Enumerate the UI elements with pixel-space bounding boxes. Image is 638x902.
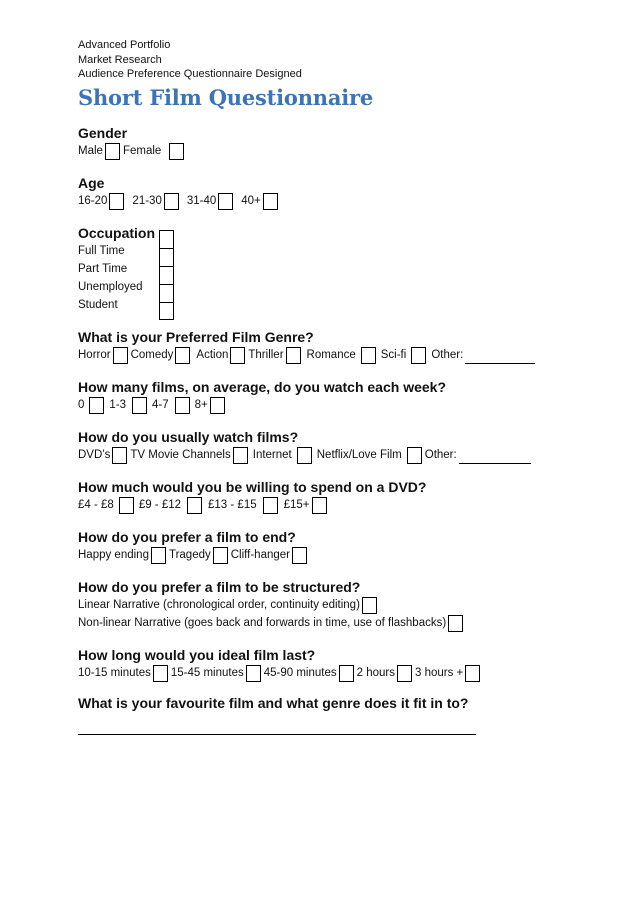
gender-section: [78, 124, 187, 160]
watch-method-option-label: Internet: [252, 449, 292, 461]
gender-option-label: Female: [122, 145, 162, 157]
ending-tragedy-checkbox[interactable]: [213, 547, 228, 564]
length-question: How long would you ideal film last?: [78, 647, 316, 663]
favourite-section: [78, 694, 468, 712]
length-10-15-checkbox[interactable]: [153, 665, 168, 682]
ending-option-label: Tragedy: [168, 549, 211, 561]
occupation-student-checkbox[interactable]: [159, 302, 174, 320]
watch-other-input-line[interactable]: [459, 451, 531, 464]
ending-option-label: Happy ending: [78, 549, 149, 561]
occupation-part-time-checkbox[interactable]: [159, 266, 174, 284]
genre-scifi-checkbox[interactable]: [411, 347, 426, 364]
length-option-label: 2 hours: [356, 667, 395, 679]
favourite-question: What is your favourite film and what genre does it fit in to?: [78, 695, 469, 711]
watch-dvd-checkbox[interactable]: [112, 447, 127, 464]
genre-other-input-line[interactable]: [465, 351, 535, 364]
length-option-label: 10-15 minutes: [78, 667, 151, 679]
genre-option-label: Comedy: [130, 349, 174, 361]
films-week-section: [78, 378, 446, 414]
genre-section: [78, 328, 535, 364]
spend-question: How much would you be willing to spend on a DVD?: [78, 479, 427, 495]
films-week-option-label: 1-3: [109, 399, 127, 411]
spend-option-label: £13 - £15: [208, 499, 257, 511]
structure-linear-checkbox[interactable]: [362, 597, 377, 614]
films-week-8-plus-checkbox[interactable]: [210, 397, 225, 414]
ending-question: How do you prefer a film to end?: [78, 529, 296, 545]
genre-question: What is your Preferred Film Genre?: [78, 329, 314, 345]
length-option-label: 15-45 minutes: [170, 667, 244, 679]
spend-option-label: £9 - £12: [138, 499, 182, 511]
watch-other-label: Other:: [424, 449, 457, 461]
age-21-30-checkbox[interactable]: [164, 193, 179, 210]
header-line-1: Advanced Portfolio: [78, 39, 171, 51]
genre-action-checkbox[interactable]: [230, 347, 245, 364]
gender-male-checkbox[interactable]: [105, 143, 120, 160]
age-question: Age: [78, 175, 105, 191]
spend-13-15-checkbox[interactable]: [263, 497, 278, 514]
length-option-label: 45-90 minutes: [263, 667, 337, 679]
occupation-unemployed-checkbox[interactable]: [159, 284, 174, 302]
occupation-full-time-checkbox[interactable]: [159, 248, 174, 266]
genre-option-label: Romance: [306, 349, 356, 361]
spend-section: [78, 478, 426, 514]
watch-method-option-label: Netflix/Love Film: [316, 449, 402, 461]
ending-cliffhanger-checkbox[interactable]: [292, 547, 307, 564]
genre-thriller-checkbox[interactable]: [286, 347, 301, 364]
spend-4-8-checkbox[interactable]: [119, 497, 134, 514]
age-option-label: 40+: [241, 195, 261, 207]
ending-option-label: Cliff-hanger: [230, 549, 290, 561]
spend-9-12-checkbox[interactable]: [187, 497, 202, 514]
length-15-45-checkbox[interactable]: [246, 665, 261, 682]
occupation-blank-checkbox[interactable]: [159, 230, 174, 248]
watch-internet-checkbox[interactable]: [297, 447, 312, 464]
structure-option-label: Non-linear Narrative (goes back and forwards in time, use of flashbacks): [78, 617, 447, 629]
watch-method-section: [78, 428, 531, 464]
films-week-1-3-checkbox[interactable]: [132, 397, 147, 414]
genre-horror-checkbox[interactable]: [113, 347, 128, 364]
structure-nonlinear-checkbox[interactable]: [448, 615, 463, 632]
gender-female-checkbox[interactable]: [169, 143, 184, 160]
structure-section: [78, 578, 466, 632]
page-title: Short Film Questionnaire: [78, 84, 374, 110]
structure-question: How do you prefer a film to be structured?: [78, 579, 361, 595]
occupation-option-label: Student: [78, 299, 118, 311]
genre-romance-checkbox[interactable]: [361, 347, 376, 364]
age-40-plus-checkbox[interactable]: [263, 193, 278, 210]
age-option-label: 21-30: [132, 195, 162, 207]
watch-method-option-label: DVD’s: [78, 449, 111, 461]
genre-option-label: Horror: [78, 349, 111, 361]
films-week-question: How many films, on average, do you watch each week?: [78, 379, 446, 395]
spend-option-label: £4 - £8: [78, 499, 114, 511]
spend-option-label: £15+: [283, 499, 310, 511]
genre-option-label: Thriller: [248, 349, 284, 361]
questionnaire-page: [78, 38, 598, 711]
ending-happy-checkbox[interactable]: [151, 547, 166, 564]
genre-comedy-checkbox[interactable]: [175, 347, 190, 364]
occupation-option-label: Unemployed: [78, 281, 143, 293]
genre-other-label: Other:: [431, 349, 464, 361]
watch-method-question: How do you usually watch films?: [78, 429, 299, 445]
length-3-hours-checkbox[interactable]: [465, 665, 480, 682]
genre-option-label: Action: [196, 349, 229, 361]
occupation-section: [78, 224, 198, 314]
watch-method-option-label: TV Movie Channels: [130, 449, 231, 461]
spend-15-plus-checkbox[interactable]: [312, 497, 327, 514]
age-16-20-checkbox[interactable]: [109, 193, 124, 210]
age-section: [78, 174, 281, 210]
age-option-label: 16-20: [78, 195, 108, 207]
length-section: [78, 646, 483, 682]
gender-question: Gender: [78, 125, 128, 141]
watch-tv-checkbox[interactable]: [233, 447, 248, 464]
gender-option-label: Male: [78, 145, 103, 157]
favourite-answer-line[interactable]: [78, 734, 476, 735]
age-option-label: 31-40: [186, 195, 217, 207]
watch-netflix-checkbox[interactable]: [407, 447, 422, 464]
genre-option-label: Sci-fi: [380, 349, 407, 361]
length-45-90-checkbox[interactable]: [339, 665, 354, 682]
films-week-0-checkbox[interactable]: [89, 397, 104, 414]
occupation-option-label: Full Time: [78, 245, 125, 257]
age-31-40-checkbox[interactable]: [218, 193, 233, 210]
ending-section: [78, 528, 310, 564]
films-week-4-7-checkbox[interactable]: [175, 397, 190, 414]
films-week-option-label: 4-7: [152, 399, 169, 411]
length-option-label: 3 hours +: [414, 667, 464, 679]
films-week-option-label: 0: [78, 399, 85, 411]
structure-option-label: Linear Narrative (chronological order, continuity editing): [78, 599, 360, 611]
header-line-2: Market Research: [78, 53, 162, 66]
films-week-option-label: 8+: [194, 399, 208, 411]
length-2-hours-checkbox[interactable]: [397, 665, 412, 682]
occupation-option-label: Part Time: [78, 263, 128, 275]
occupation-question: Occupation: [78, 225, 156, 241]
header-line-3: Audience Preference Questionnaire Designed: [78, 68, 302, 80]
